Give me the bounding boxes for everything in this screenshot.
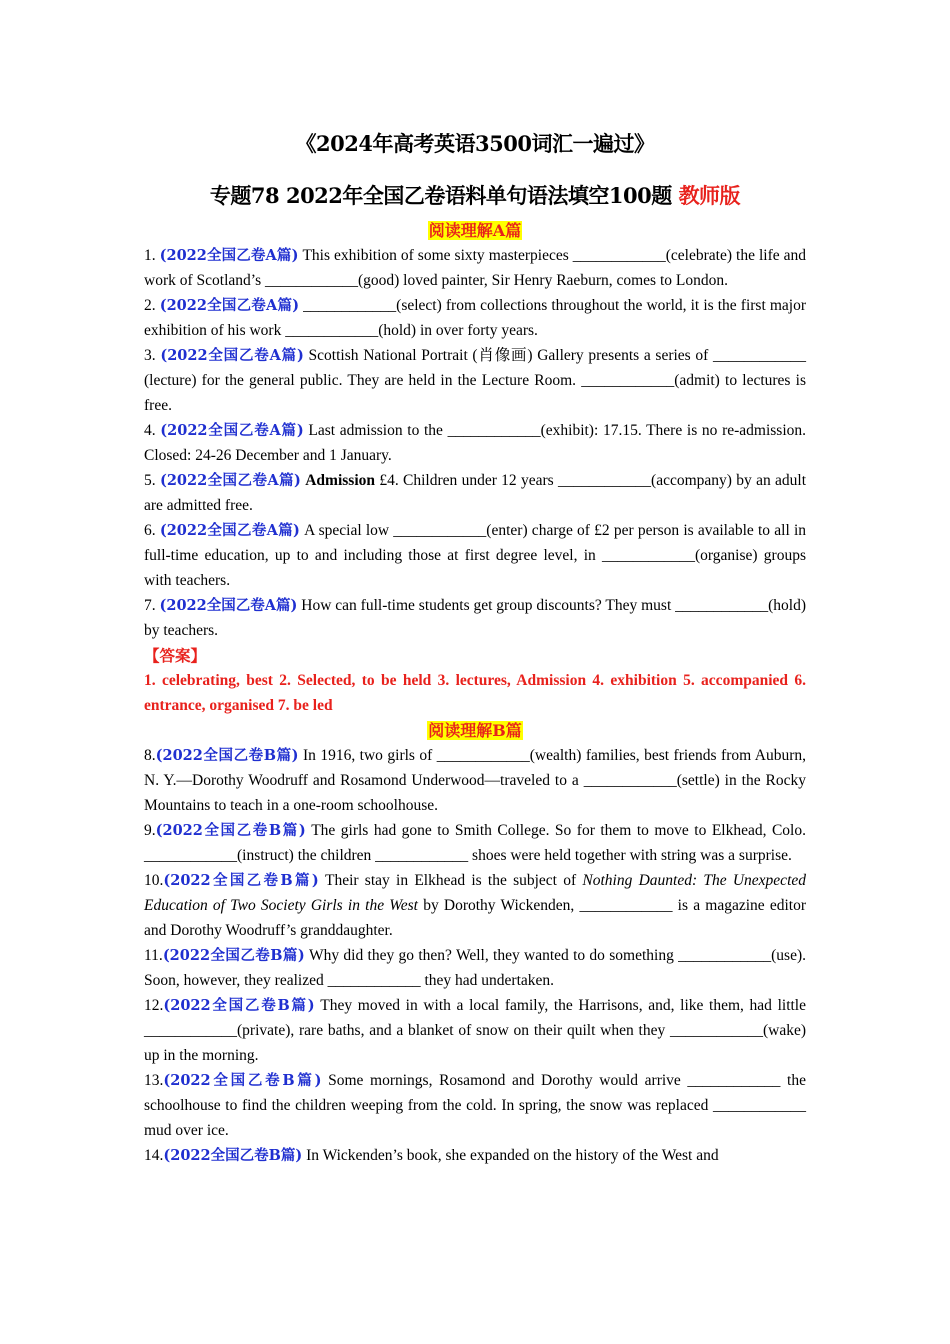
question-list-a bbox=[144, 243, 806, 643]
section-heading-b-label: 阅读理解B篇 bbox=[428, 721, 522, 740]
question-item bbox=[144, 818, 806, 868]
document-page bbox=[144, 128, 806, 1168]
question-text: £4. Children under 12 years ____________(accompany) by an adult are admitted free. bbox=[144, 472, 807, 514]
question-source: (2022全国乙卷B篇) bbox=[155, 822, 306, 839]
question-source: (2022全国乙卷A篇) bbox=[159, 522, 300, 539]
question-text: Some mornings, Rosamond and Dorothy would arrive ____________ the schoolhouse to find the children weeping from the cold. In spring, the snow was replaced ____________ mud over ice. bbox=[144, 1072, 806, 1139]
question-number: 4. bbox=[144, 422, 161, 439]
answer-text: 1. celebrating, best 2. Selected, to be held 3. lectures, Admission 4. exhibition 5. accompanied 6. entrance, organised 7. be led bbox=[144, 672, 806, 714]
document-title: 《2024年高考英语3500词汇一遍过》 bbox=[295, 131, 655, 156]
question-text: Their stay in Elkhead is the subject of bbox=[318, 872, 583, 889]
question-item bbox=[144, 593, 806, 643]
question-source: (2022全国乙卷A篇) bbox=[160, 422, 304, 439]
document-subtitle bbox=[144, 179, 806, 213]
question-item bbox=[144, 993, 806, 1068]
question-source: (2022全国乙卷B篇) bbox=[163, 1147, 303, 1164]
question-text: Last admission to the ____________(exhibit): 17.15. There is no re-admission. Closed: 24-26 December and 1 January. bbox=[144, 422, 807, 464]
question-source: (2022全国乙卷B篇) bbox=[163, 1072, 322, 1089]
question-item bbox=[144, 343, 806, 418]
question-item bbox=[144, 1068, 806, 1143]
subtitle-main: 专题78 2022年全国乙卷语料单句语法填空100题 bbox=[209, 183, 679, 208]
question-text: A special low ____________(enter) charge of £2 per person is available to all in full-time education, up to and including those at first degree level, in ____________(organise) groups with teachers. bbox=[144, 522, 807, 589]
question-number: 13. bbox=[144, 1072, 164, 1089]
question-source: (2022全国乙卷B篇) bbox=[163, 872, 319, 889]
question-item bbox=[144, 518, 806, 593]
question-number: 2. bbox=[144, 297, 160, 314]
question-number: 8. bbox=[144, 747, 156, 764]
question-source: (2022全国乙卷A篇) bbox=[160, 347, 304, 364]
question-source: (2022全国乙卷A篇) bbox=[159, 472, 301, 489]
question-text: Scottish National Portrait (肖像画) Gallery presents a series of ____________ (lecture) for the general public. They are held in the Lecture Room. ____________(admit) to lectures is free. bbox=[144, 347, 807, 414]
question-item bbox=[144, 418, 806, 468]
question-item bbox=[144, 243, 806, 293]
question-number: 5. bbox=[144, 472, 160, 489]
subtitle-teacher-edition: 教师版 bbox=[678, 183, 741, 208]
question-item bbox=[144, 1143, 806, 1168]
question-number: 3. bbox=[144, 347, 161, 364]
question-source: (2022全国乙卷A篇) bbox=[159, 597, 298, 614]
section-heading-a-label: 阅读理解A篇 bbox=[428, 221, 522, 240]
question-number: 12. bbox=[144, 997, 164, 1014]
section-heading-b bbox=[144, 718, 806, 743]
question-number: 10. bbox=[144, 872, 164, 889]
question-number: 7. bbox=[144, 597, 160, 614]
question-source: (2022全国乙卷B篇) bbox=[155, 747, 299, 764]
question-item bbox=[144, 868, 806, 943]
question-text: Why did they go then? Well, they wanted to do something ____________(use). Soon, however, they realized ____________ they had undertaken. bbox=[144, 947, 806, 989]
question-number: 6. bbox=[144, 522, 160, 539]
question-text: The girls had gone to Smith College. So for them to move to Elkhead, Colo. ____________(instruct) the children ____________ shoes were held together with string was a surprise. bbox=[144, 822, 806, 864]
question-text: How can full-time students get group discounts? They must ____________(hold) by teachers. bbox=[144, 597, 807, 639]
question-text: In 1916, two girls of ____________(wealth) families, best friends from Auburn, N. Y.—Dorothy Woodruff and Rosamond Underwood—traveled to a ____________(settle) in the Rocky Mountains to teach in a one-room schoolhouse. bbox=[144, 747, 806, 814]
question-source: (2022全国乙卷B篇) bbox=[162, 947, 305, 964]
question-text: by Dorothy Wickenden, ____________ is a magazine editor and Dorothy Woodruff’s granddaughter. bbox=[144, 897, 806, 939]
question-number: 1. bbox=[144, 247, 160, 264]
question-list-b bbox=[144, 743, 806, 1168]
question-text: ____________(select) from collections throughout the world, it is the first major exhibition of his work ____________(hold) in over forty years. bbox=[144, 297, 806, 339]
question-item bbox=[144, 468, 806, 518]
question-source: (2022全国乙卷A篇) bbox=[159, 247, 299, 264]
question-source: (2022全国乙卷B篇) bbox=[163, 997, 315, 1014]
question-text: In Wickenden’s book, she expanded on the history of the West and bbox=[302, 1147, 719, 1164]
question-item bbox=[144, 943, 806, 993]
question-text: They moved in with a local family, the Harrisons, and, like them, had little ____________(private), rare baths, and a blanket of snow on their quilt when they ____________(wake) up in the morning. bbox=[144, 997, 806, 1064]
question-bold-term: Admission bbox=[300, 472, 375, 489]
question-number: 9. bbox=[144, 822, 156, 839]
question-item bbox=[144, 743, 806, 818]
book-title: Nothing Daunted: The Unexpected Education of Two Society Girls in the West bbox=[144, 872, 806, 914]
section-heading-a bbox=[144, 218, 806, 243]
question-number: 11. bbox=[144, 947, 163, 964]
answer-label: 【答案】 bbox=[144, 646, 207, 665]
question-item bbox=[144, 293, 806, 343]
question-source: (2022全国乙卷A篇) bbox=[159, 297, 300, 314]
question-text: This exhibition of some sixty masterpieces ____________(celebrate) the life and work of Scotland’s ____________(good) loved painter, Sir Henry Raeburn, comes to London. bbox=[144, 247, 807, 289]
question-number: 14. bbox=[144, 1147, 164, 1164]
